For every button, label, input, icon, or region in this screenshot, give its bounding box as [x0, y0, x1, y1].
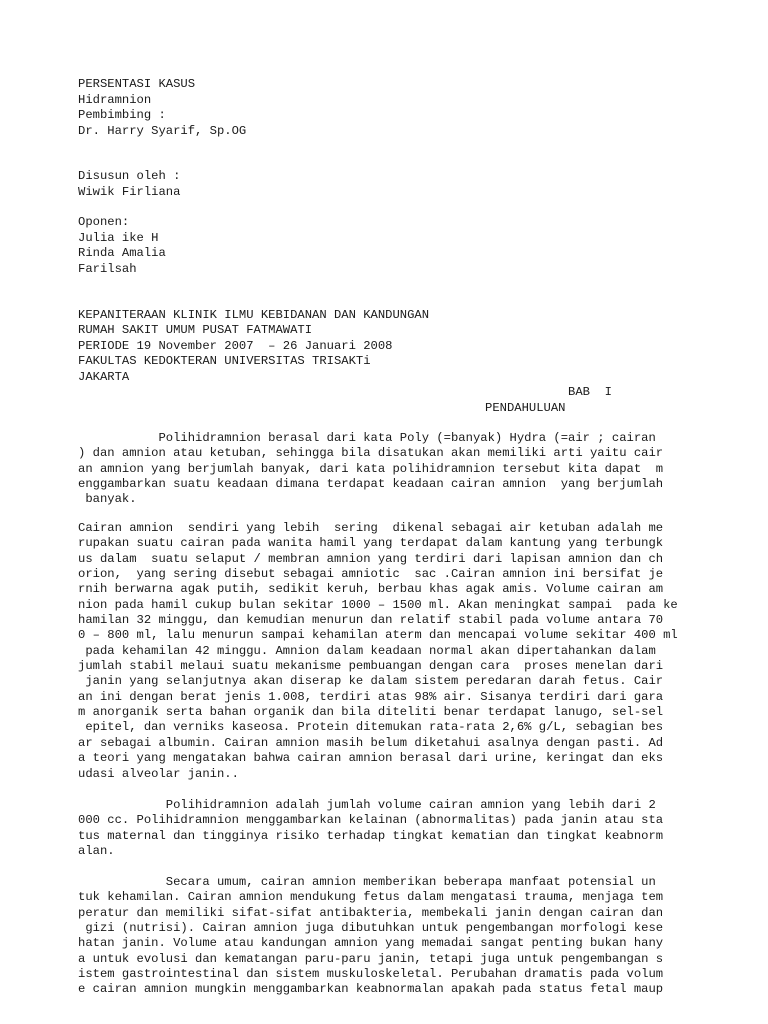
paragraph-line: m anorganik serta bahan organik dan bila diteliti benar terdapat lanugo, sel-sel: [78, 705, 664, 720]
paragraph-line: pada kehamilan 42 minggu. Amnion dalam keadaan normal akan dipertahankan dalam: [78, 643, 656, 658]
paragraph-line: ) dan amnion atau ketuban, sehingga bila disatukan akan memiliki arti yaitu cair: [78, 446, 664, 461]
paragraph-line: istem gastrointestinal dan sistem muskuloskeletal. Perubahan dramatis pada volum: [78, 967, 664, 982]
paragraph-line: e cairan amnion mungkin menggambarkan keabnormalan apakah pada status fetal maup: [78, 982, 664, 997]
paragraph-line: an ini dengan berat jenis 1.008, terdiri atas 98% air. Sisanya terdiri dari gara: [78, 689, 664, 704]
institution-line: FAKULTAS KEDOKTERAN UNIVERSITAS TRISAKTi: [78, 354, 371, 368]
paragraph-line: janin yang selanjutnya akan diserap ke dalam sistem peredaran darah fetus. Cair: [78, 674, 664, 689]
paragraph-line: tuk kehamilan. Cairan amnion mendukung fetus dalam mengatasi trauma, menjaga tem: [78, 890, 664, 905]
institution-line: PERIODE 19 November 2007 – 26 Januari 2008: [78, 339, 393, 353]
paragraph: [78, 521, 678, 782]
paragraph-line: tus maternal dan tingginya risiko terhadap tingkat kematian dan tingkat keabnorm: [78, 828, 664, 843]
advisor-name: Dr. Harry Syarif, Sp.OG: [78, 124, 247, 138]
paragraph-line: ar sebagai albumin. Cairan amnion masih belum diketahui asalnya dengan pasti. Ad: [78, 735, 664, 750]
paragraph-line: a teori yang mengatakan bahwa cairan amnion berasal dari urine, keringat dan eks: [78, 751, 664, 766]
chapter-title: PENDAHULUAN: [485, 401, 566, 415]
chapter-number: BAB I: [568, 385, 612, 399]
author-label: Disusun oleh :: [78, 169, 181, 183]
paragraph-line: orion, yang sering disebut sebagai amniotic sac .Cairan amnion ini bersifat je: [78, 567, 664, 582]
paragraph-line: an amnion yang berjumlah banyak, dari kata polihidramnion tersebut kita dapat m: [78, 461, 664, 476]
institution-line: KEPANITERAAN KLINIK ILMU KEBIDANAN DAN KANDUNGAN: [78, 308, 430, 322]
paragraph-line: us dalam suatu selaput / membran amnion yang terdiri dari lapisan amnion dan ch: [78, 551, 664, 566]
paragraph-line: alan.: [78, 844, 115, 859]
opponent-name: Farilsah: [78, 262, 137, 276]
opponents-label: Oponen:: [78, 215, 130, 229]
paragraph: [78, 798, 663, 859]
paragraph-line: 0 – 800 ml, lalu menurun sampai kehamilan aterm dan mencapai volume sekitar 400 ml: [78, 628, 678, 643]
paragraph-line: jumlah stabil melaui suatu mekanisme pembuangan dengan cara proses menelan dari: [78, 659, 664, 674]
paragraph-line: hatan janin. Volume atau kandungan amnion yang memadai sangat penting bukan hany: [78, 936, 664, 951]
paragraph-line: nion pada hamil cukup bulan sekitar 1000 – 1500 ml. Akan meningkat sampai pada ke: [78, 597, 678, 612]
institution-line: JAKARTA: [78, 370, 130, 384]
paragraph-line: 000 cc. Polihidramnion menggambarkan kelainan (abnormalitas) pada janin atau sta: [78, 813, 664, 828]
opponent-name: Rinda Amalia: [78, 246, 166, 260]
paragraph-line: enggambarkan suatu keadaan dimana terdapat keadaan cairan amnion yang berjumlah: [78, 477, 664, 492]
paragraph-line: Secara umum, cairan amnion memberikan beberapa manfaat potensial un: [78, 875, 656, 889]
paragraph-line: a untuk evolusi dan kematangan paru-paru janin, tetapi juga untuk pengembangan s: [78, 951, 664, 966]
opponent-name: Julia ike H: [78, 231, 159, 245]
paragraph-line: Cairan amnion sendiri yang lebih sering dikenal sebagai air ketuban adalah me: [78, 521, 664, 535]
paragraph: [78, 875, 663, 998]
document-topic: Hidramnion: [78, 93, 152, 107]
paragraph-line: banyak.: [78, 492, 137, 507]
paragraph-line: rupakan suatu cairan pada wanita hamil yang terdapat dalam kantung yang terbungk: [78, 536, 664, 551]
paragraph-line: hamilan 32 minggu, dan kemudian menurun dan relatif stabil pada volume antara 70: [78, 613, 664, 628]
paragraph-line: Polihidramnion adalah jumlah volume cairan amnion yang lebih dari 2: [78, 798, 656, 812]
paragraph-line: udasi alveolar janin..: [78, 766, 239, 781]
document-type: PERSENTASI KASUS: [78, 77, 196, 91]
paragraph-line: rnih berwarna agak putih, sedikit keruh, berbau khas agak amis. Volume cairan am: [78, 582, 664, 597]
paragraph-line: peratur dan memiliki sifat-sifat antibakteria, membekali janin dengan cairan dan: [78, 905, 664, 920]
paragraph-line: Polihidramnion berasal dari kata Poly (=banyak) Hydra (=air ; cairan: [78, 431, 656, 445]
paragraph-line: epitel, dan verniks kaseosa. Protein ditemukan rata-rata 2,6% g/L, sebagian bes: [78, 720, 664, 735]
paragraph-line: gizi (nutrisi). Cairan amnion juga dibutuhkan untuk pengembangan morfologi kese: [78, 921, 664, 936]
institution-line: RUMAH SAKIT UMUM PUSAT FATMAWATI: [78, 323, 313, 337]
advisor-label: Pembimbing :: [78, 108, 166, 122]
author-name: Wiwik Firliana: [78, 185, 181, 199]
paragraph: [78, 431, 663, 508]
